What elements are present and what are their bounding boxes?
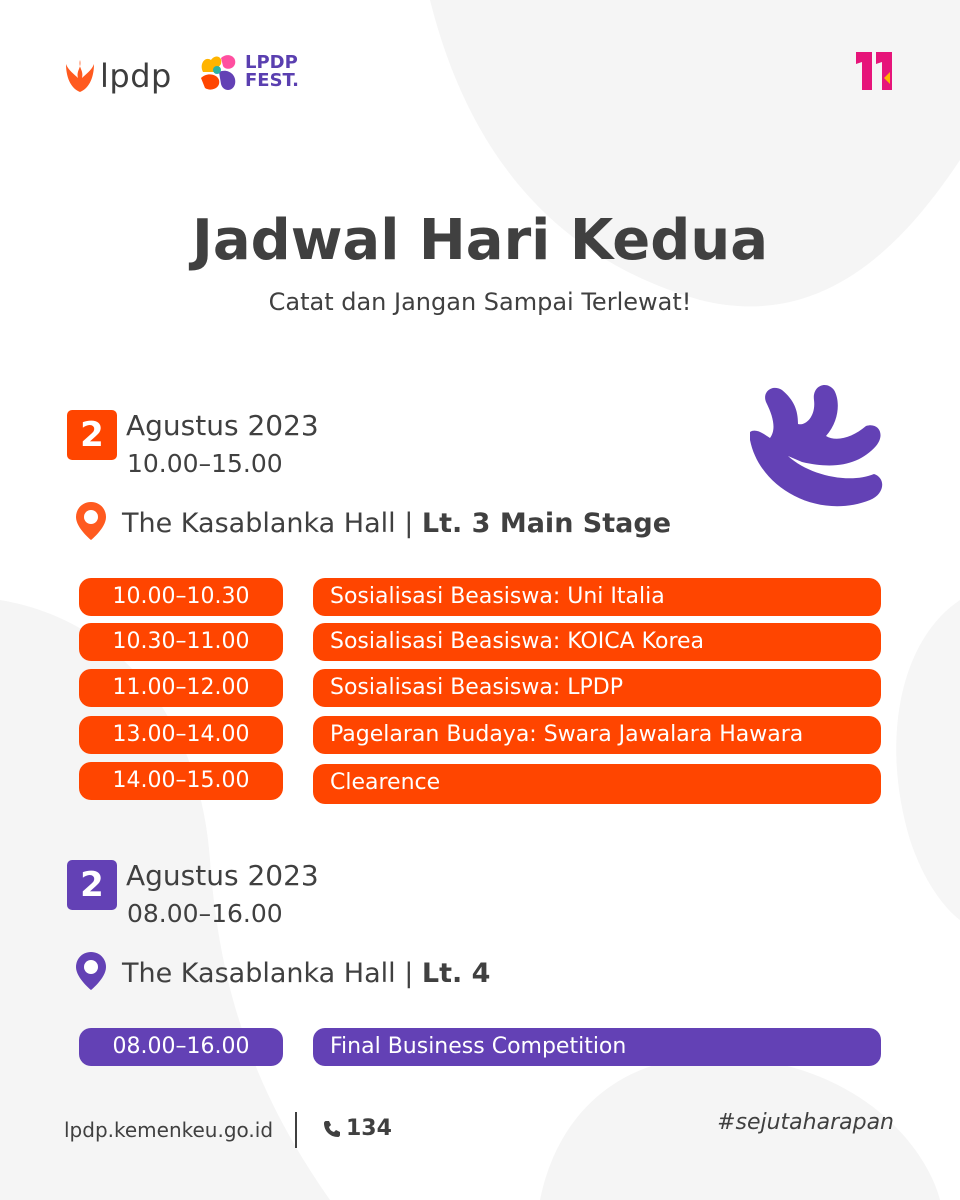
schedule-time: 10.30–11.00: [79, 623, 283, 661]
footer-divider: [295, 1112, 297, 1148]
date-badge: 2: [67, 410, 117, 460]
schedule-time: 10.00–10.30: [79, 578, 283, 616]
session-venue: [122, 958, 490, 989]
session-time-range: 10.00–15.00: [127, 449, 283, 478]
venue-name: The Kasablanka Hall |: [122, 508, 422, 539]
schedule-time: 13.00–14.00: [79, 716, 283, 754]
schedule-event: Sosialisasi Beasiswa: KOICA Korea: [313, 623, 881, 661]
lpdp-logo: [64, 56, 172, 96]
schedule-event: Final Business Competition: [313, 1028, 881, 1066]
phone-contact[interactable]: [322, 1116, 392, 1141]
phone-number: 134: [346, 1116, 392, 1141]
anniversary-11-icon: [852, 48, 896, 92]
phone-icon: [322, 1119, 342, 1139]
lpdp-fest-logo: [197, 50, 299, 94]
session-date: Agustus 2023: [126, 859, 319, 892]
fest-line-1: LPDP: [245, 52, 298, 73]
date-badge: 2: [67, 860, 117, 910]
fest-line-2: FEST.: [245, 70, 299, 91]
page-subtitle: Catat dan Jangan Sampai Terlewat!: [268, 288, 692, 316]
schedule-time: 11.00–12.00: [79, 669, 283, 707]
session-date: Agustus 2023: [126, 409, 319, 442]
venue-floor: Lt. 4: [421, 958, 491, 989]
venue-name: The Kasablanka Hall |: [122, 958, 422, 989]
schedule-time: 08.00–16.00: [79, 1028, 283, 1066]
fest-logo-icon: [197, 50, 241, 94]
location-pin-icon: [74, 500, 108, 542]
schedule-event: Sosialisasi Beasiswa: LPDP: [313, 669, 881, 707]
decorative-hand-shape: [740, 380, 890, 520]
hashtag: #sejutaharapan: [717, 1110, 894, 1135]
schedule-event: Sosialisasi Beasiswa: Uni Italia: [313, 578, 881, 616]
session-time-range: 08.00–16.00: [127, 899, 283, 928]
website-link[interactable]: lpdp.kemenkeu.go.id: [64, 1118, 274, 1142]
schedule-time: 14.00–15.00: [79, 762, 283, 800]
session-venue: [122, 508, 671, 539]
schedule-event: Clearence: [313, 764, 881, 804]
venue-floor: Lt. 3 Main Stage: [421, 508, 672, 539]
page-title: Jadwal Hari Kedua: [191, 208, 769, 273]
lpdp-wordmark: lpdp: [100, 57, 172, 95]
location-pin-icon: [74, 950, 108, 992]
schedule-event: Pagelaran Budaya: Swara Jawalara Hawara: [313, 716, 881, 754]
flame-icon: [64, 58, 96, 94]
